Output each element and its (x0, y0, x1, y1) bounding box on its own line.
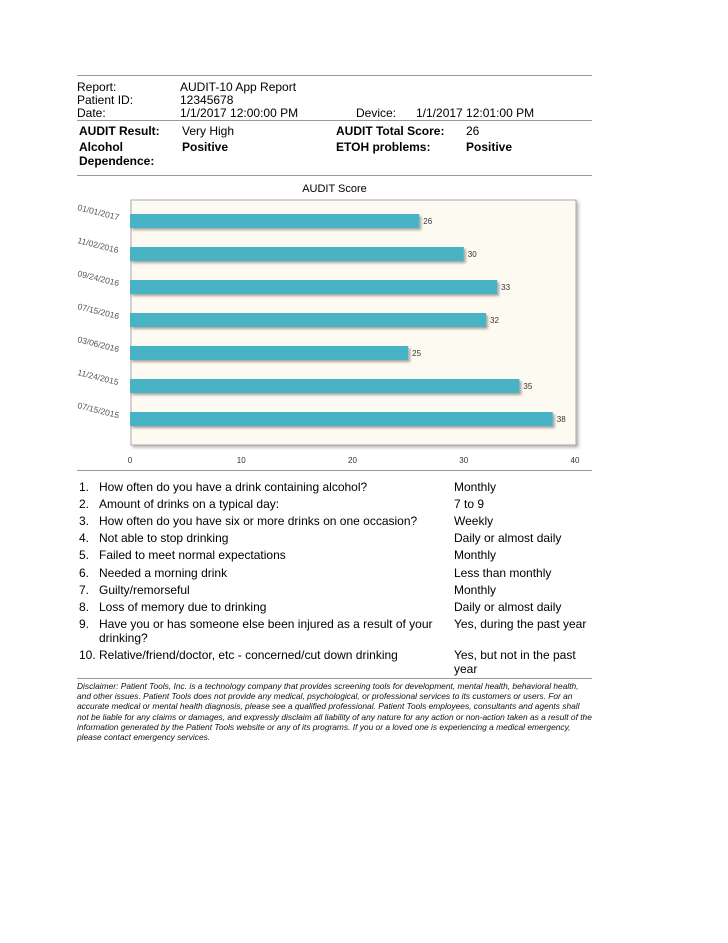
divider (77, 470, 592, 471)
date-value: 1/1/2017 12:00:00 PM (180, 106, 299, 120)
question-text: Not able to stop drinking (99, 531, 229, 545)
question-number: 7. (79, 583, 90, 597)
alcohol-dependence-value: Positive (182, 140, 229, 154)
bar (130, 412, 553, 426)
question-answer: Monthly (454, 480, 497, 494)
question-number: 6. (79, 566, 90, 580)
divider (77, 75, 592, 76)
question-text: How often do you have a drink containing alcohol? (99, 480, 368, 494)
question-answer: Weekly (454, 514, 494, 528)
category-label: 07/15/2015 (76, 400, 121, 421)
bar (130, 346, 408, 360)
question-number: 3. (79, 514, 90, 528)
data-label: 30 (467, 250, 477, 259)
category-label: 07/15/2016 (76, 301, 121, 322)
x-tick-label: 40 (570, 456, 580, 465)
question-number: 1. (79, 480, 90, 494)
question-number: 4. (79, 531, 90, 545)
question-answer: Daily or almost daily (454, 531, 562, 545)
etoh-problems-value: Positive (466, 140, 513, 154)
data-label: 35 (523, 382, 533, 391)
disclaimer: Disclaimer: Patient Tools, Inc. is a technology company that provides screening tools for development, mental health, behavioral health, and other issues. Patient Tools does not provide any medical, psychological, or professional services to its customers or users. For an accurate medical or mental health diagnosis, please see a qualified professional. Patient Tools employees, consultants and agents shall not be liable for any claims or damages, and expressly disclaim all liability of any nature for any action or non-action taken as a result of the information generated by the Patient Tools website or any of its programs. If you or a loved one is experiencing a medical emergency, please contact emergency services. (77, 681, 592, 743)
divider (77, 120, 592, 121)
question-answer: Daily or almost daily (454, 600, 562, 614)
question-number: 9. (79, 617, 90, 631)
question-text: Guilty/remorseful (99, 583, 190, 597)
alcohol-dependence-label-line1: Alcohol (79, 140, 123, 154)
question-text: How often do you have six or more drinks on one occasion? (99, 514, 418, 528)
report-row (77, 80, 592, 94)
x-tick-label: 30 (459, 456, 469, 465)
audit-score-chart (67, 193, 587, 463)
question-text: Relative/friend/doctor, etc - concerned/cut down drinking (99, 648, 398, 662)
divider (77, 175, 592, 176)
data-label: 38 (556, 415, 566, 424)
audit-total-label: AUDIT Total Score: (336, 124, 445, 138)
question-answer: 7 to 9 (454, 497, 485, 511)
question-text: Loss of memory due to drinking (99, 600, 267, 614)
device-label: Device: (356, 106, 397, 120)
category-label: 11/02/2016 (76, 235, 120, 256)
question-number: 5. (79, 548, 90, 562)
data-label: 33 (501, 283, 511, 292)
question-text: Amount of drinks on a typical day: (99, 497, 280, 511)
alcohol-dependence-label-line2: Dependence: (79, 154, 155, 168)
question-answer: Monthly (454, 548, 497, 562)
data-label: 26 (423, 217, 433, 226)
date-label: Date: (77, 106, 106, 120)
report-label: Report: (77, 80, 117, 94)
bar (130, 280, 497, 294)
question-answer: Yes, during the past year (454, 617, 587, 631)
divider (77, 678, 592, 679)
category-label: 01/01/2017 (76, 202, 121, 223)
device-value: 1/1/2017 12:01:00 PM (416, 106, 535, 120)
question-number: 2. (79, 497, 90, 511)
question-answer: Less than monthly (454, 566, 552, 580)
patient-id-label: Patient ID: (77, 93, 134, 107)
x-tick-label: 10 (236, 456, 246, 465)
category-label: 09/24/2016 (76, 268, 121, 289)
etoh-problems-label: ETOH problems: (336, 140, 431, 154)
category-label: 11/24/2015 (76, 367, 120, 388)
category-label: 03/06/2016 (76, 334, 121, 355)
patient-id-value: 12345678 (180, 93, 234, 107)
question-number: 10. (79, 648, 96, 662)
question-text: Failed to meet normal expectations (99, 548, 286, 562)
report-value: AUDIT-10 App Report (180, 80, 297, 94)
data-label: 25 (412, 349, 422, 358)
patient-row (77, 93, 592, 107)
audit-result-label: AUDIT Result: (79, 124, 160, 138)
x-tick-label: 20 (348, 456, 357, 465)
bar (130, 313, 486, 327)
question-answer: Monthly (454, 583, 497, 597)
audit-total-value: 26 (466, 124, 480, 138)
chart-title: AUDIT Score (302, 183, 367, 195)
question-text: Have you or has someone else been injured as a result of your drinking? (99, 617, 433, 645)
bar (130, 379, 519, 393)
bar (130, 247, 464, 261)
question-answer: Yes, but not in the past year (454, 648, 576, 676)
x-tick-label: 0 (127, 456, 133, 465)
question-number: 8. (79, 600, 90, 614)
audit-result-value: Very High (182, 124, 235, 138)
date-row (77, 106, 592, 120)
data-label: 32 (490, 316, 499, 325)
bar (130, 214, 419, 228)
question-text: Needed a morning drink (99, 566, 228, 580)
